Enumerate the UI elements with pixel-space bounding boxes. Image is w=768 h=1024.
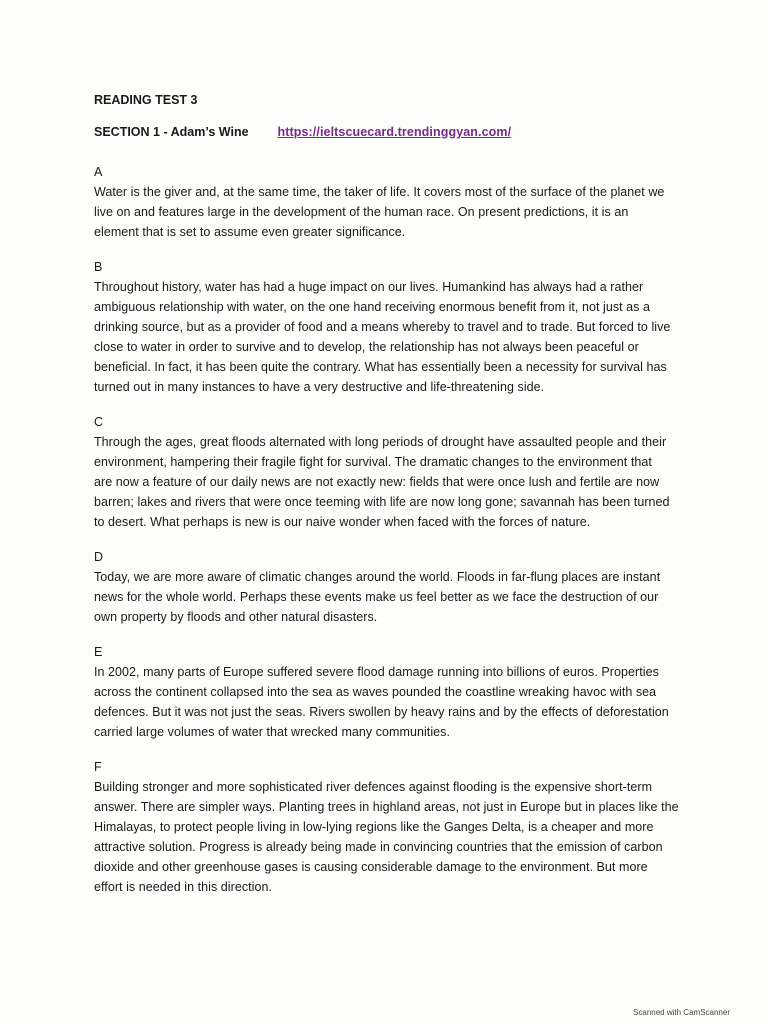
paragraph-text [94, 277, 684, 397]
paragraph-letter: B [94, 260, 103, 274]
paragraph-line: defences. But it was not just the seas. Rivers swollen by heavy rains and by the effects of deforestation [94, 705, 669, 719]
paragraph-line: are now a feature of our daily news are not exactly new: fields that were once lush and fertile are now [94, 475, 660, 489]
paragraph-line: barren; lakes and rivers that were once teeming with life are now long gone; savannah has been turned [94, 495, 670, 509]
paragraph-b [94, 257, 684, 397]
paragraph-line: turned out in many instances to have a very destructive and life-threatening side. [94, 380, 545, 394]
paragraph-line: close to water in order to survive and to develop, the relationship has not always been peaceful or [94, 340, 639, 354]
paragraph-line: own property by floods and other natural disasters. [94, 610, 378, 624]
paragraph-line: live on and features large in the development of the human race. On present predictions, it is an [94, 205, 629, 219]
section-header [94, 122, 684, 142]
paragraph-line: effort is needed in this direction. [94, 880, 273, 894]
paragraph-line: ambiguous relationship with water, on the one hand receiving enormous benefit from it, not just as a [94, 300, 651, 314]
paragraph-letter: D [94, 550, 104, 564]
paragraph-line: element that is set to assume even greater significance. [94, 225, 406, 239]
paragraph-line: Himalayas, to protect people living in low-lying regions like the Ganges Delta, is a cheaper and more [94, 820, 654, 834]
paragraph-text [94, 662, 684, 742]
paragraph-line: across the continent collapsed into the sea as waves pounded the coastline wreaking havoc with sea [94, 685, 657, 699]
paragraph-c [94, 412, 684, 532]
paragraph-line: Water is the giver and, at the same time, the taker of life. It covers most of the surface of the planet we [94, 185, 665, 199]
paragraph-line: environment, hampering their fragile fight for survival. The dramatic changes to the environment that [94, 455, 652, 469]
section-title: SECTION 1 - Adam’s Wine [94, 125, 249, 139]
paragraph-d [94, 547, 684, 627]
source-link[interactable]: https://ieltscuecard.trendinggyan.com/ [277, 125, 512, 139]
paragraph-line: Throughout history, water has had a huge impact on our lives. Humankind has always had a rather [94, 280, 644, 294]
paragraph-line: drinking source, but as a provider of food and a means whereby to travel and to trade. But forced to live [94, 320, 671, 334]
paragraph-letter: A [94, 165, 103, 179]
paragraph-line: news for the whole world. Perhaps these events make us feel better as we face the destruction of our [94, 590, 659, 604]
paragraph-line: attractive solution. Progress is already being made in convincing countries that the emission of carbon [94, 840, 663, 854]
paragraph-text [94, 432, 684, 532]
scanner-stamp: Scanned with CamScanner [633, 1008, 730, 1017]
paragraph-text [94, 182, 684, 242]
test-title: READING TEST 3 [94, 93, 198, 107]
paragraph-line: Building stronger and more sophisticated river defences against flooding is the expensive short-term [94, 780, 653, 794]
paragraph-letter: F [94, 760, 102, 774]
paragraph-f [94, 757, 684, 897]
paragraph-line: answer. There are simpler ways. Planting trees in highland areas, not just in Europe but in places like the [94, 800, 679, 814]
paragraph-letter: C [94, 415, 104, 429]
paragraph-line: beneficial. In fact, it has been quite the contrary. What has essentially been a necessity for survival has [94, 360, 667, 374]
paragraph-text [94, 777, 684, 897]
paragraph-line: dioxide and other greenhouse gases is causing considerable damage to the environment. But more [94, 860, 648, 874]
paragraph-line: In 2002, many parts of Europe suffered severe flood damage running into billions of euros. Properties [94, 665, 659, 679]
paragraph-e [94, 642, 684, 742]
paragraph-line: Today, we are more aware of climatic changes around the world. Floods in far-flung places are instant [94, 570, 661, 584]
paragraph-line: to desert. What perhaps is new is our naive wonder when faced with the forces of nature. [94, 515, 591, 529]
paragraph-line: carried large volumes of water that wrecked many communities. [94, 725, 450, 739]
document-page [94, 90, 684, 897]
paragraph-a [94, 162, 684, 242]
paragraph-text [94, 567, 684, 627]
paragraph-line: Through the ages, great floods alternated with long periods of drought have assaulted people and their [94, 435, 667, 449]
paragraph-letter: E [94, 645, 103, 659]
